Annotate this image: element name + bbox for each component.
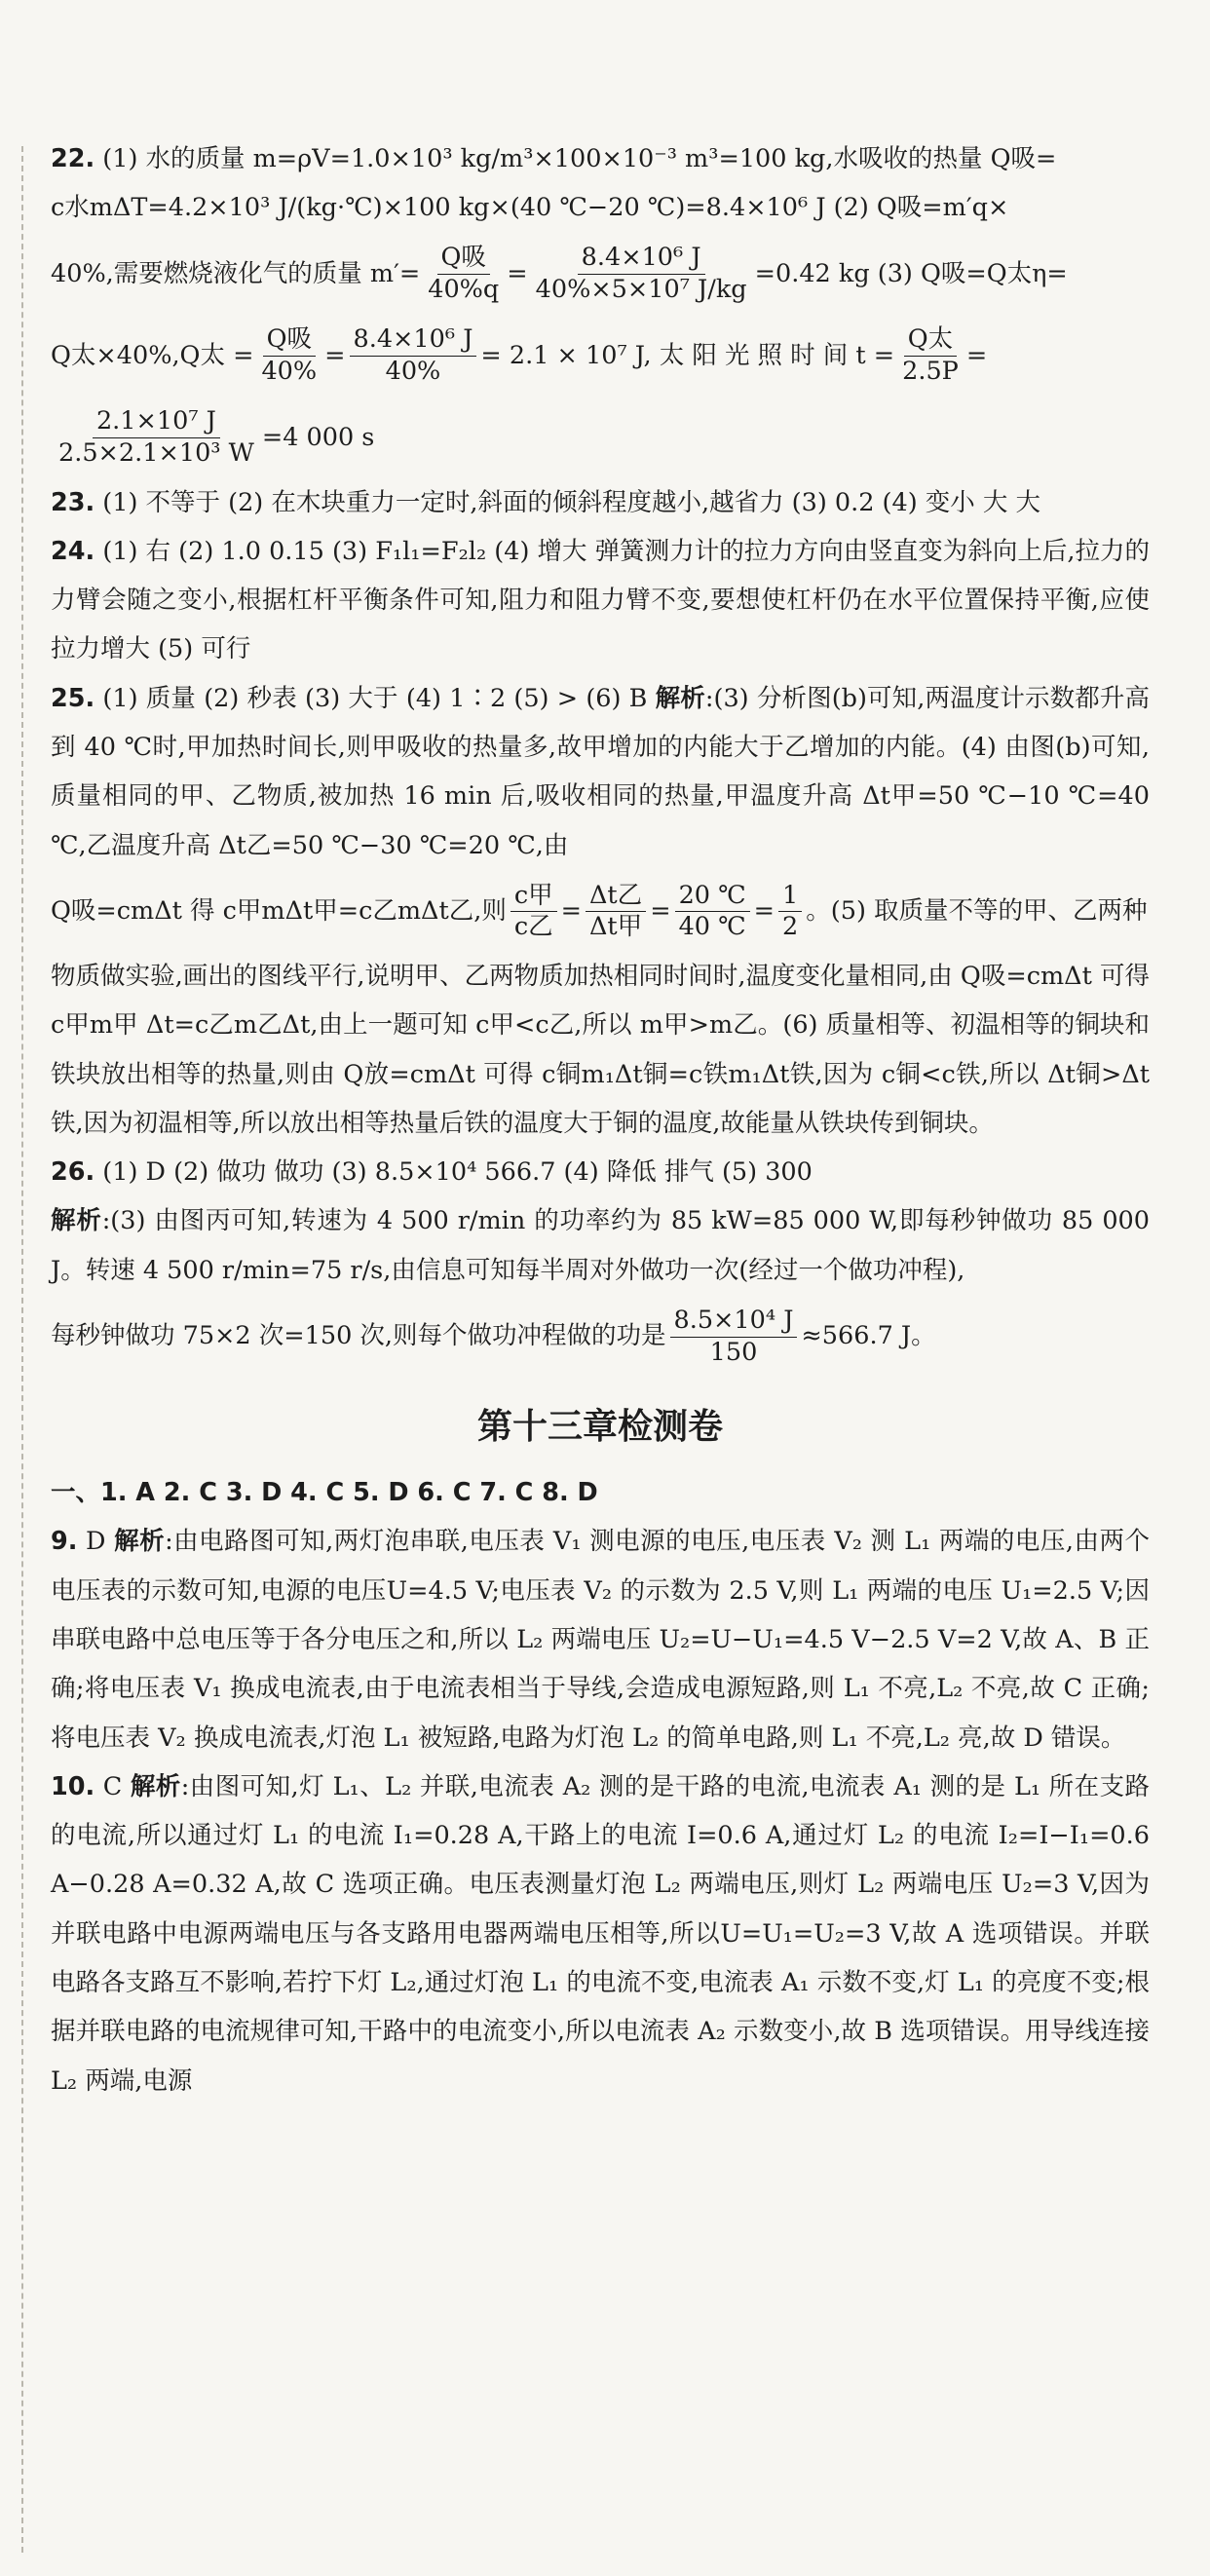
answer-text: Q吸=cmΔt 得 c甲mΔt甲=c乙mΔt乙,则 (51, 895, 507, 926)
question-number: 9. (51, 1527, 78, 1557)
fraction (257, 324, 321, 388)
equals-sign: = (965, 340, 988, 370)
question-number: 23. (51, 487, 95, 517)
question-number: 10. (51, 1771, 95, 1801)
analysis-label: 解析 (655, 683, 705, 713)
fraction (778, 881, 802, 944)
denominator: 40 ℃ (678, 912, 746, 942)
numerator: Q吸 (263, 324, 316, 357)
answer-text: (1) 不等于 (2) 在木块重力一定时,斜面的倾斜程度越小,越省力 (3) 0.2 (4) 变小 大 大 (102, 487, 1040, 517)
answer-23 (51, 478, 1150, 527)
answer-24 (51, 527, 1150, 674)
analysis-text: :(3) 由图丙可知,转速为 4 500 r/min 的功率约为 85 kW=85 000 W,即每秒钟做功 85 000 J。转速 4 500 r/min=75 r/s,由信息可知每半周对外做功一次(经过一个做功冲程), (51, 1206, 1150, 1285)
equation-line (51, 243, 1068, 305)
question-number: 26. (51, 1157, 95, 1188)
answer-text: 每秒钟做功 75×2 次=150 次,则每个做功冲程做的功是 (51, 1321, 666, 1351)
denominator: 2.5×2.1×10³ W (58, 438, 254, 469)
fraction (55, 406, 258, 470)
numerator: 20 ℃ (675, 881, 750, 913)
numerator: Q太 (904, 324, 957, 357)
analysis-label: 解析 (51, 1206, 102, 1236)
fraction (675, 881, 750, 944)
denominator: 150 (709, 1337, 758, 1367)
answer-text: (1) D (2) 做功 做功 (3) 8.5×10⁴ 566.7 (4) 降低 排气 (5) 300 (102, 1157, 813, 1188)
answer-page (51, 134, 1150, 2105)
analysis-label: 解析 (114, 1527, 166, 1557)
equals-sign: = (753, 895, 775, 926)
answer-25 (51, 674, 1150, 1148)
answer-text: (1) 右 (2) 1.0 0.15 (3) F₁l₁=F₂l₂ (4) 增大 弹簧测力计的拉力方向由竖直变为斜向上后,拉力的力臂会随之变小,根据杠杆平衡条件可知,阻力和阻力臂不变,要想使杠杆仍在水平位置保持平衡,应使拉力增大 (5) 可行 (51, 536, 1151, 664)
denominator: Δt甲 (589, 912, 643, 942)
fraction (670, 1306, 798, 1369)
numerator: Q吸 (437, 243, 490, 275)
equals-sign: = (324, 340, 346, 370)
denominator: 2 (782, 912, 799, 942)
answer-choice: C (102, 1771, 131, 1801)
numerator: 8.4×10⁶ J (350, 324, 477, 357)
fraction (424, 243, 503, 306)
numerator: 8.5×10⁴ J (670, 1306, 798, 1338)
fraction (350, 324, 477, 388)
question-number: 25. (51, 683, 95, 713)
answer-text: (1) 质量 (2) 秒表 (3) 大于 (4) 1∶2 (5) > (6) B (102, 683, 656, 713)
analysis-text: 物质做实验,画出的图线平行,说明甲、乙两物质加热相同时间时,温度变化量相同,由 Q吸=cmΔt 可得 c甲m甲 Δt=c乙m乙Δt,由上一题可知 c甲<c乙,所以 m甲>m乙。(6) 质量相等、初温相等的铜块和铁块放出相等的热量,则由 Q放=cmΔt 可得 c铜m₁Δt铜=c铁m₁Δt铁,因为 c铜<c铁,所以 Δt铜>Δt铁,因为初温相等,所以放出相等热量后铁的温度大于铜的温度,故能量从铁块传到铜块。 (51, 961, 1150, 1138)
denominator: 40%×5×10⁷ J/kg (535, 275, 747, 305)
answer-text: =0.42 kg (3) Q吸=Q太η= (754, 258, 1068, 288)
equation-line (51, 324, 988, 387)
answer-text: (1) 水的质量 m=ρV=1.0×10³ kg/m³×100×10⁻³ m³=100 kg,水吸收的热量 Q吸= (102, 144, 1057, 173)
binding-margin-rule (21, 146, 23, 2553)
analysis-label: 解析 (130, 1771, 181, 1801)
numerator: 2.1×10⁷ J (93, 406, 220, 438)
fraction (510, 881, 557, 944)
equals-sign: = (560, 895, 583, 926)
denominator: 40% (385, 357, 441, 387)
equation-line (51, 880, 1148, 942)
analysis-text: :由图可知,灯 L₁、L₂ 并联,电流表 A₂ 测的是干路的电流,电流表 A₁ 测的是 L₁ 所在支路的电流,所以通过灯 L₁ 的电流 I₁=0.28 A,干路上的电流 I=0.6 A,通过灯 L₂ 的电流 I₂=I−I₁=0.6 A−0.28 A=0.32 A,故 C 选项正确。电压表测量灯泡 L₂ 两端电压,则灯 L₂ 两端电压 U₂=3 V,因为并联电路中电源两端电压与各支路用电器两端电压相等,所以U=U₁=U₂=3 V,故 A 选项错误。并联电路各支路互不影响,若拧下灯 L₂,通过灯泡 L₁ 的电流不变,电流表 A₁ 示数不变,灯 L₁ 的亮度不变;根据并联电路的电流规律可知,干路中的电流变小,所以电流表 A₂ 示数变小,故 B 选项错误。用导线连接 L₂ 两端,电源 (51, 1771, 1151, 2096)
numerator: 1 (778, 881, 802, 913)
fraction (586, 881, 646, 944)
fraction (898, 324, 963, 388)
answer-22 (51, 134, 1150, 478)
answer-text: c水mΔT=4.2×10³ J/(kg·℃)×100 kg×(40 ℃−20 ℃)=8.4×10⁶ J (2) Q吸=m′q× (51, 193, 1009, 223)
multiple-choice-answers: 一、1. A 2. C 3. D 4. C 5. D 6. C 7. C 8. D (51, 1478, 598, 1508)
equation-line (51, 1305, 936, 1367)
answer-text: = 2.1 × 10⁷ J, 太 阳 光 照 时 间 t = (480, 340, 895, 370)
numerator: Δt乙 (586, 881, 646, 913)
denominator: c乙 (513, 912, 553, 942)
answer-text: =4 000 s (261, 422, 375, 452)
answer-text: 40%,需要燃烧液化气的质量 m′= (51, 258, 421, 288)
numerator: 8.4×10⁶ J (578, 243, 705, 275)
question-number: 24. (51, 536, 95, 566)
denominator: 40%q (428, 275, 500, 305)
analysis-text: :(3) 分析图(b)可知,两温度计示数都升高到 40 ℃时,甲加热时间长,则甲吸收的热量多,故甲增加的内能大于乙增加的内能。(4) 由图(b)可知,质量相同的甲、乙物质,被加热 16 min 后,吸收相同的热量,甲温度升高 Δt甲=50 ℃−10 ℃=40 ℃,乙温度升高 Δt乙=50 ℃−30 ℃=20 ℃,由 (51, 683, 1150, 860)
equation-line (51, 406, 375, 469)
answer-text: ≈566.7 J。 (801, 1321, 936, 1351)
answer-10 (51, 1762, 1150, 2105)
denominator: 2.5P (902, 357, 959, 387)
denominator: 40% (261, 357, 318, 387)
equals-sign: = (650, 895, 671, 926)
answer-9 (51, 1517, 1150, 1762)
answer-text: Q太×40%,Q太 = (51, 340, 254, 370)
numerator: c甲 (510, 881, 557, 913)
answer-choice: D (86, 1527, 115, 1557)
question-number: 22. (51, 144, 95, 173)
fraction (532, 243, 751, 306)
answer-text: 。(5) 取质量不等的甲、乙两种 (806, 895, 1148, 926)
answer-26 (51, 1148, 1150, 1377)
chapter-title: 第十三章检测卷 (476, 1407, 723, 1448)
equals-sign: = (507, 258, 528, 288)
analysis-text: :由电路图可知,两灯泡串联,电压表 V₁ 测电源的电压,电压表 V₂ 测 L₁ 两端的电压,由两个电压表的示数可知,电源的电压U=4.5 V;电压表 V₂ 的示数为 2.5 V,则 L₁ 两端的电压 U₁=2.5 V;因串联电路中总电压等于各分电压之和,所以 L₂ 两端电压 U₂=U−U₁=4.5 V−2.5 V=2 V,故 A、B 正确;将电压表 V₁ 换成电流表,由于电流表相当于导线,会造成电源短路,则 L₁ 不亮,L₂ 不亮,故 C 正确;将电压表 V₂ 换成电流表,灯泡 L₁ 被短路,电路为灯泡 L₂ 的简单电路,则 L₁ 不亮,L₂ 亮,故 D 错误。 (51, 1527, 1150, 1753)
